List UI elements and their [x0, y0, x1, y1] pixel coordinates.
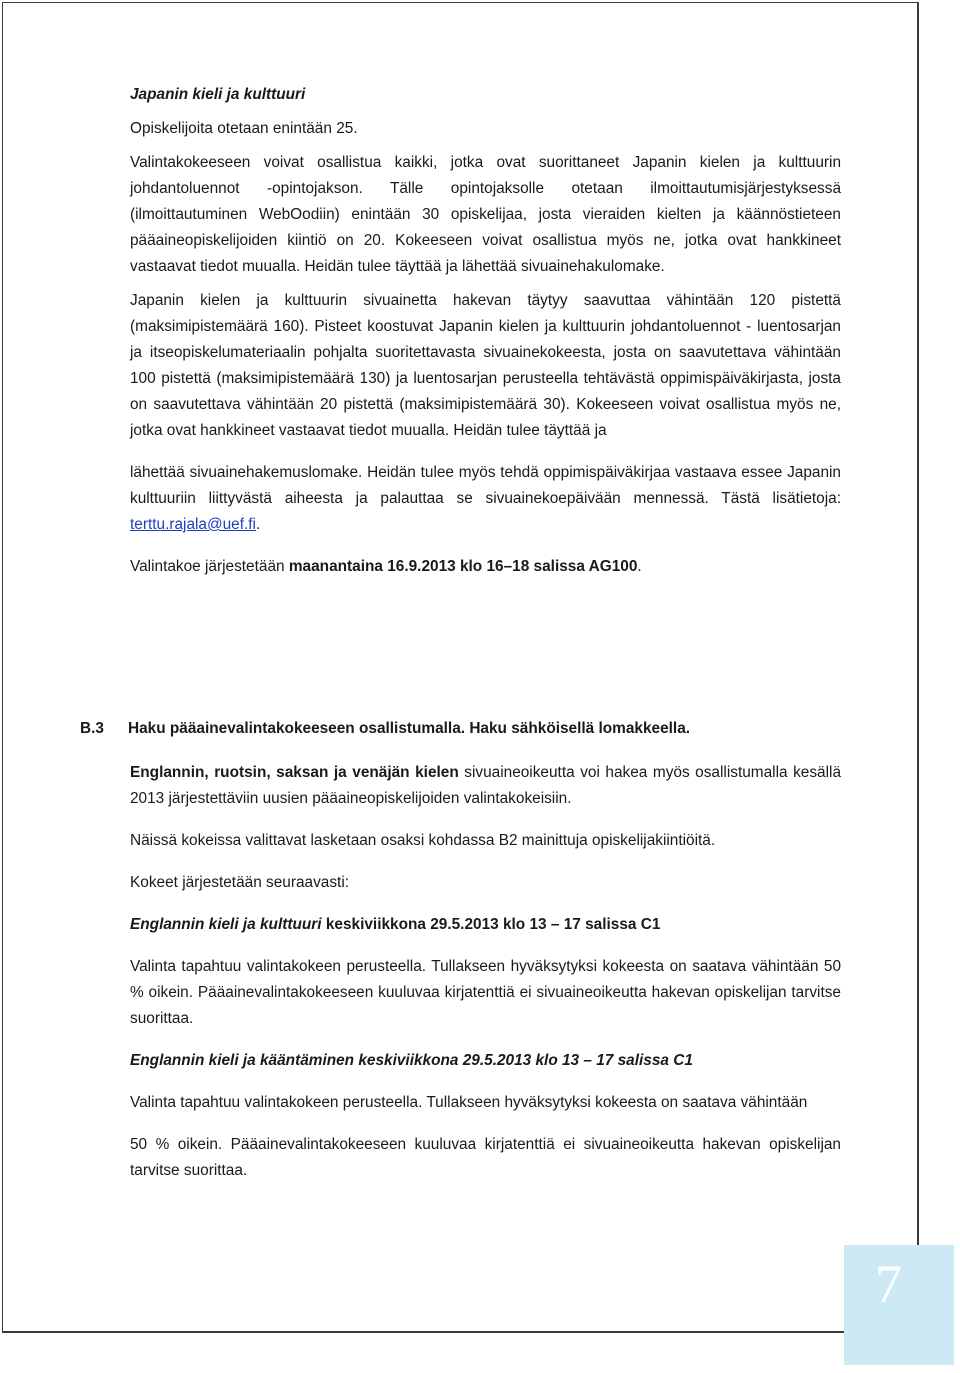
b3-p2: Näissä kokeissa valittavat lasketaan osaksi kohdassa B2 mainittuja opiskelijakiintiöitä.: [130, 832, 716, 849]
b3-p3: Kokeet järjestetään seuraavasti:: [130, 874, 350, 891]
section-b3-heading: [80, 716, 690, 742]
exam1-title: [130, 912, 841, 938]
section-number: B.3: [80, 720, 104, 737]
japan-title: Japanin kieli ja kulttuuri: [130, 86, 306, 103]
exam1-title-rest: keskiviikkona 29.5.2013 klo 13 – 17 salissa C1: [321, 916, 661, 933]
japan-p5: [130, 554, 841, 580]
section-title: Haku pääainevalintakokeeseen osallistumalla. Haku sähköisellä lomakkeella.: [128, 720, 691, 737]
japan-p1: Opiskelijoita otetaan enintään 25.: [130, 120, 358, 137]
b3-p1: [130, 760, 841, 812]
b3-p1-text: sivuaineoikeutta voi hakea myös osallistumalla kesällä 2013 järjestettäviin uusien pääaineopiskelijoiden valintakokeisiin.: [130, 764, 841, 807]
exam2-paragraph-1: Valinta tapahtuu valintakokeen perusteella. Tullakseen hyväksytyksi kokeesta on saatava vähintään: [130, 1094, 808, 1111]
b3-section: [130, 760, 841, 1184]
japan-p4-text: lähettää sivuainehakemuslomake. Heidän tulee myös tehdä oppimispäiväkirjaa vastaava essee Japanin kulttuuriin liittyvästä aiheesta ja palauttaa se sivuainekoepäivään mennessä. Tästä lisätietoja:: [130, 464, 841, 507]
japan-p5-text: Valintakoe järjestetään: [130, 558, 289, 575]
japan-p4-end: .: [255, 516, 261, 533]
exam2-title: Englannin kieli ja kääntäminen keskiviikkona 29.5.2013 klo 13 – 17 salissa C1: [130, 1052, 693, 1069]
japan-p3: Japanin kielen ja kulttuurin sivuainetta hakevan täytyy saavuttaa vähintään 120 pistettä (maksimipistemäärä 160). Pisteet koostuvat Japanin kielen ja kulttuurin johdantoluennot - luentosarjan ja itseopiskelumateriaalin pohjalta suoritettavasta sivuainekokeesta, josta on saavutettava vähintään 100 pistettä (maksimipistemäärä 130) ja luentosarjan perusteella tehtävästä oppimispäiväkirjasta, josta on saavutettava vähintään 20 pistettä (maksimipistemäärä 30). Kokeeseen voivat osallistua myös ne, jotka ovat hankkineet vastaavat tiedot muualla. Heidän tulee täyttää ja: [130, 292, 841, 439]
email-link[interactable]: terttu.rajala@uef.fi: [130, 516, 256, 533]
page-number: 7: [875, 1254, 902, 1314]
japan-section: [130, 82, 841, 580]
japan-p5-bold: maanantaina 16.9.2013 klo 16–18 salissa AG100: [288, 558, 638, 575]
exam1-title-italic: Englannin kieli ja kulttuuri: [130, 916, 322, 933]
exam1-paragraph: Valinta tapahtuu valintakokeen perusteella. Tullakseen hyväksytyksi kokeesta on saatava vähintään 50 % oikein. Pääainevalintakokeeseen kuuluvaa kirjatenttiä ei sivuaineoikeutta hakevan opiskelijan tarvitse suorittaa.: [130, 958, 841, 1027]
b3-p1-bold: Englannin, ruotsin, saksan ja venäjän kielen: [130, 764, 459, 781]
japan-p5-end: .: [637, 558, 642, 575]
japan-p2: Valintakokeeseen voivat osallistua kaikki, jotka ovat suorittaneet Japanin kielen ja kulttuurin johdantoluennot -opintojakson. Tälle opintojaksolle otetaan ilmoittautumisjärjestyksessä (ilmoittautuminen WebOodiin) enintään 30 opiskelijaa, josta vieraiden kielten ja käännöstieteen pääaineopiskelijoiden kiintiö on 20. Kokeeseen voivat osallistua myös ne, jotka ovat hankkineet vastaavat tiedot muualla. Heidän tulee täyttää ja lähettää sivuainehakulomake.: [130, 154, 841, 275]
exam2-paragraph-2: 50 % oikein. Pääainevalintakokeeseen kuuluvaa kirjatenttiä ei sivuaineoikeutta hakevan opiskelijan tarvitse suorittaa.: [130, 1136, 841, 1179]
japan-p4: [130, 460, 841, 538]
